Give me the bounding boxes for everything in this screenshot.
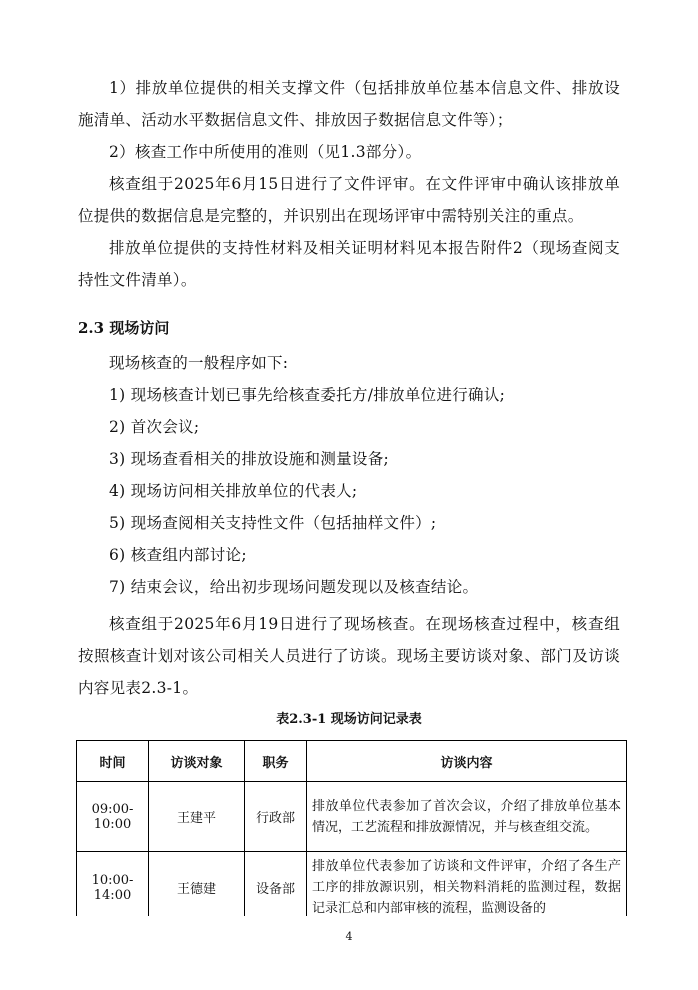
- cell-person: 王建平: [149, 782, 245, 852]
- table-caption: 表2.3-1 现场访问记录表: [276, 712, 422, 727]
- header-role: 职务: [245, 741, 307, 782]
- procedure-step: 2) 首次会议;: [109, 418, 200, 436]
- header-person: 访谈对象: [149, 741, 245, 782]
- cell-role: 行政部: [245, 782, 307, 852]
- cell-time: 09:00-10:00: [77, 782, 149, 852]
- paragraph-criteria: 2）核查工作中所使用的准则（见1.3部分）。: [109, 143, 422, 161]
- interview-table: [76, 740, 627, 916]
- paragraph-supporting-files: 1）排放单位提供的相关支撑文件（包括排放单位基本信息文件、排放设施清单、活动水平数据信息文件、排放因子数据信息文件等）；: [78, 79, 620, 129]
- procedure-step: 7) 结束会议，给出初步现场问题发现以及核查结论。: [109, 578, 479, 596]
- cell-content: 排放单位代表参加了访谈和文件评审，介绍了各生产工序的排放源识别，相关物料消耗的监测过程，数据记录汇总和内部审核的流程，监测设备的: [307, 852, 627, 917]
- procedure-step: 3) 现场查看相关的排放设施和测量设备;: [109, 450, 390, 468]
- header-content: 访谈内容: [307, 741, 627, 782]
- table-header-row: [77, 741, 627, 782]
- paragraph-site-visit: 核查组于2025年6月19日进行了现场核查。在现场核查过程中，核查组按照核查计划对该公司相关人员进行了访谈。现场主要访谈对象、部门及访谈内容见表2.3-1。: [78, 615, 620, 697]
- table-row: [77, 782, 627, 852]
- cell-role: 设备部: [245, 852, 307, 917]
- cell-time: 10:00-14:00: [77, 852, 149, 917]
- procedure-intro: 现场核查的一般程序如下:: [109, 354, 289, 372]
- header-time: 时间: [77, 741, 149, 782]
- cell-person: 王德建: [149, 852, 245, 917]
- paragraph-attachment: 排放单位提供的支持性材料及相关证明材料见本报告附件2（现场查阅支持性文件清单）。: [78, 239, 620, 289]
- paragraph-document-review: 核查组于2025年6月15日进行了文件评审。在文件评审中确认该排放单位提供的数据信息是完整的，并识别出在现场评审中需特别关注的重点。: [78, 175, 620, 225]
- procedure-step: 6) 核查组内部讨论;: [109, 546, 247, 564]
- table-row: [77, 852, 627, 917]
- cell-content: 排放单位代表参加了首次会议，介绍了排放单位基本情况，工艺流程和排放源情况，并与核查组交流。: [307, 782, 627, 852]
- procedure-step: 4) 现场访问相关排放单位的代表人;: [109, 482, 358, 500]
- page-number: 4: [345, 930, 353, 943]
- section-heading: 2.3 现场访问: [78, 319, 170, 337]
- procedure-step: 5) 现场查阅相关支持性文件（包括抽样文件）;: [109, 514, 437, 532]
- procedure-step: 1) 现场核查计划已事先给核查委托方/排放单位进行确认;: [109, 386, 506, 404]
